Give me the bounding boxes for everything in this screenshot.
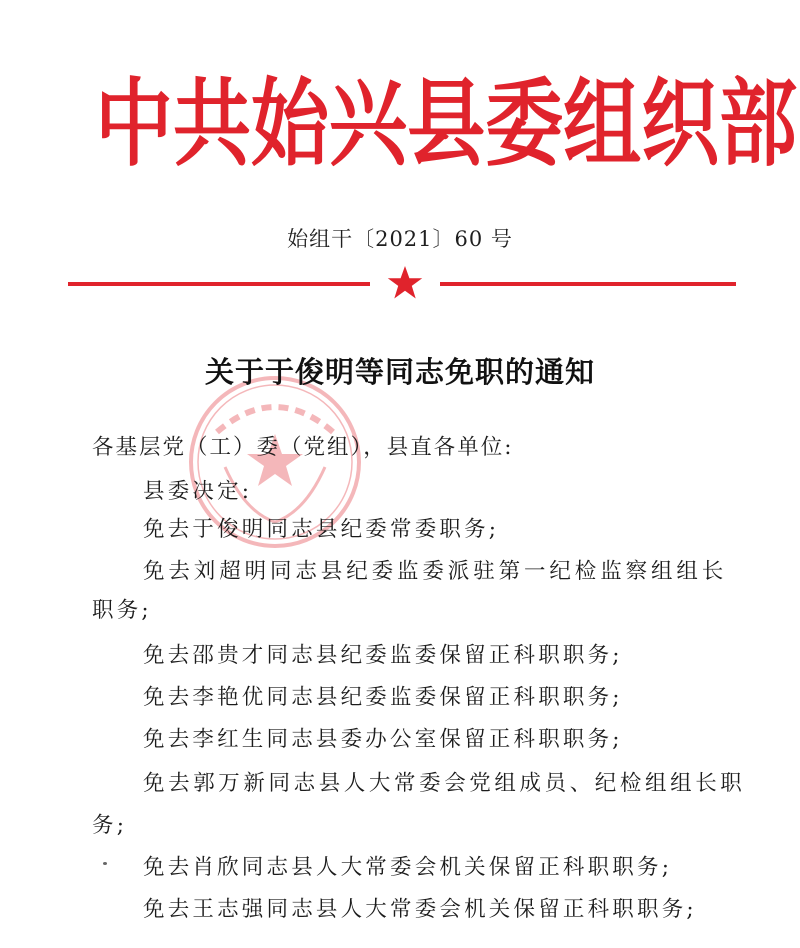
list-item: 免去肖欣同志县人大常委会机关保留正科职职务;: [143, 855, 673, 880]
list-item: 免去王志强同志县人大常委会机关保留正科职职务;: [143, 897, 697, 922]
masthead-char: 县: [407, 70, 486, 180]
list-item: 免去刘超明同志县纪委监委派驻第一纪检监察组组长: [143, 559, 728, 584]
masthead-char: 中: [95, 70, 174, 180]
masthead-char: 织: [641, 70, 720, 180]
list-item: 免去李艳优同志县纪委监委保留正科职职务;: [143, 685, 623, 710]
salutation: 各基层党（工）委（党组），县直各单位:: [92, 435, 514, 460]
issuer-masthead: [95, 70, 798, 180]
masthead-char: 兴: [329, 70, 408, 180]
masthead-char: 始: [251, 70, 330, 180]
masthead-char: 委: [485, 70, 564, 180]
document-number: 始组干〔2021〕60 号: [287, 227, 513, 251]
decision-intro: 县委决定:: [143, 479, 253, 504]
list-item: 免去邵贵才同志县纪委监委保留正科职职务;: [143, 643, 623, 668]
masthead-char: 共: [173, 70, 252, 180]
list-item: 免去于俊明同志县纪委常委职务;: [143, 517, 500, 542]
list-item: 免去李红生同志县委办公室保留正科职职务;: [143, 727, 623, 752]
scan-speck: [103, 862, 107, 865]
list-item-continuation: 职务;: [92, 598, 152, 623]
masthead-char: 部: [719, 70, 798, 180]
list-item-continuation: 务;: [92, 813, 128, 838]
red-divider-right: [440, 282, 736, 286]
list-item: 免去郭万新同志县人大常委会党组成员、纪检组组长职: [143, 771, 746, 796]
masthead-char: 组: [563, 70, 642, 180]
notice-title: 关于于俊明等同志免职的通知: [204, 355, 595, 389]
red-divider-left: [68, 282, 370, 286]
red-star-icon: [387, 265, 423, 301]
